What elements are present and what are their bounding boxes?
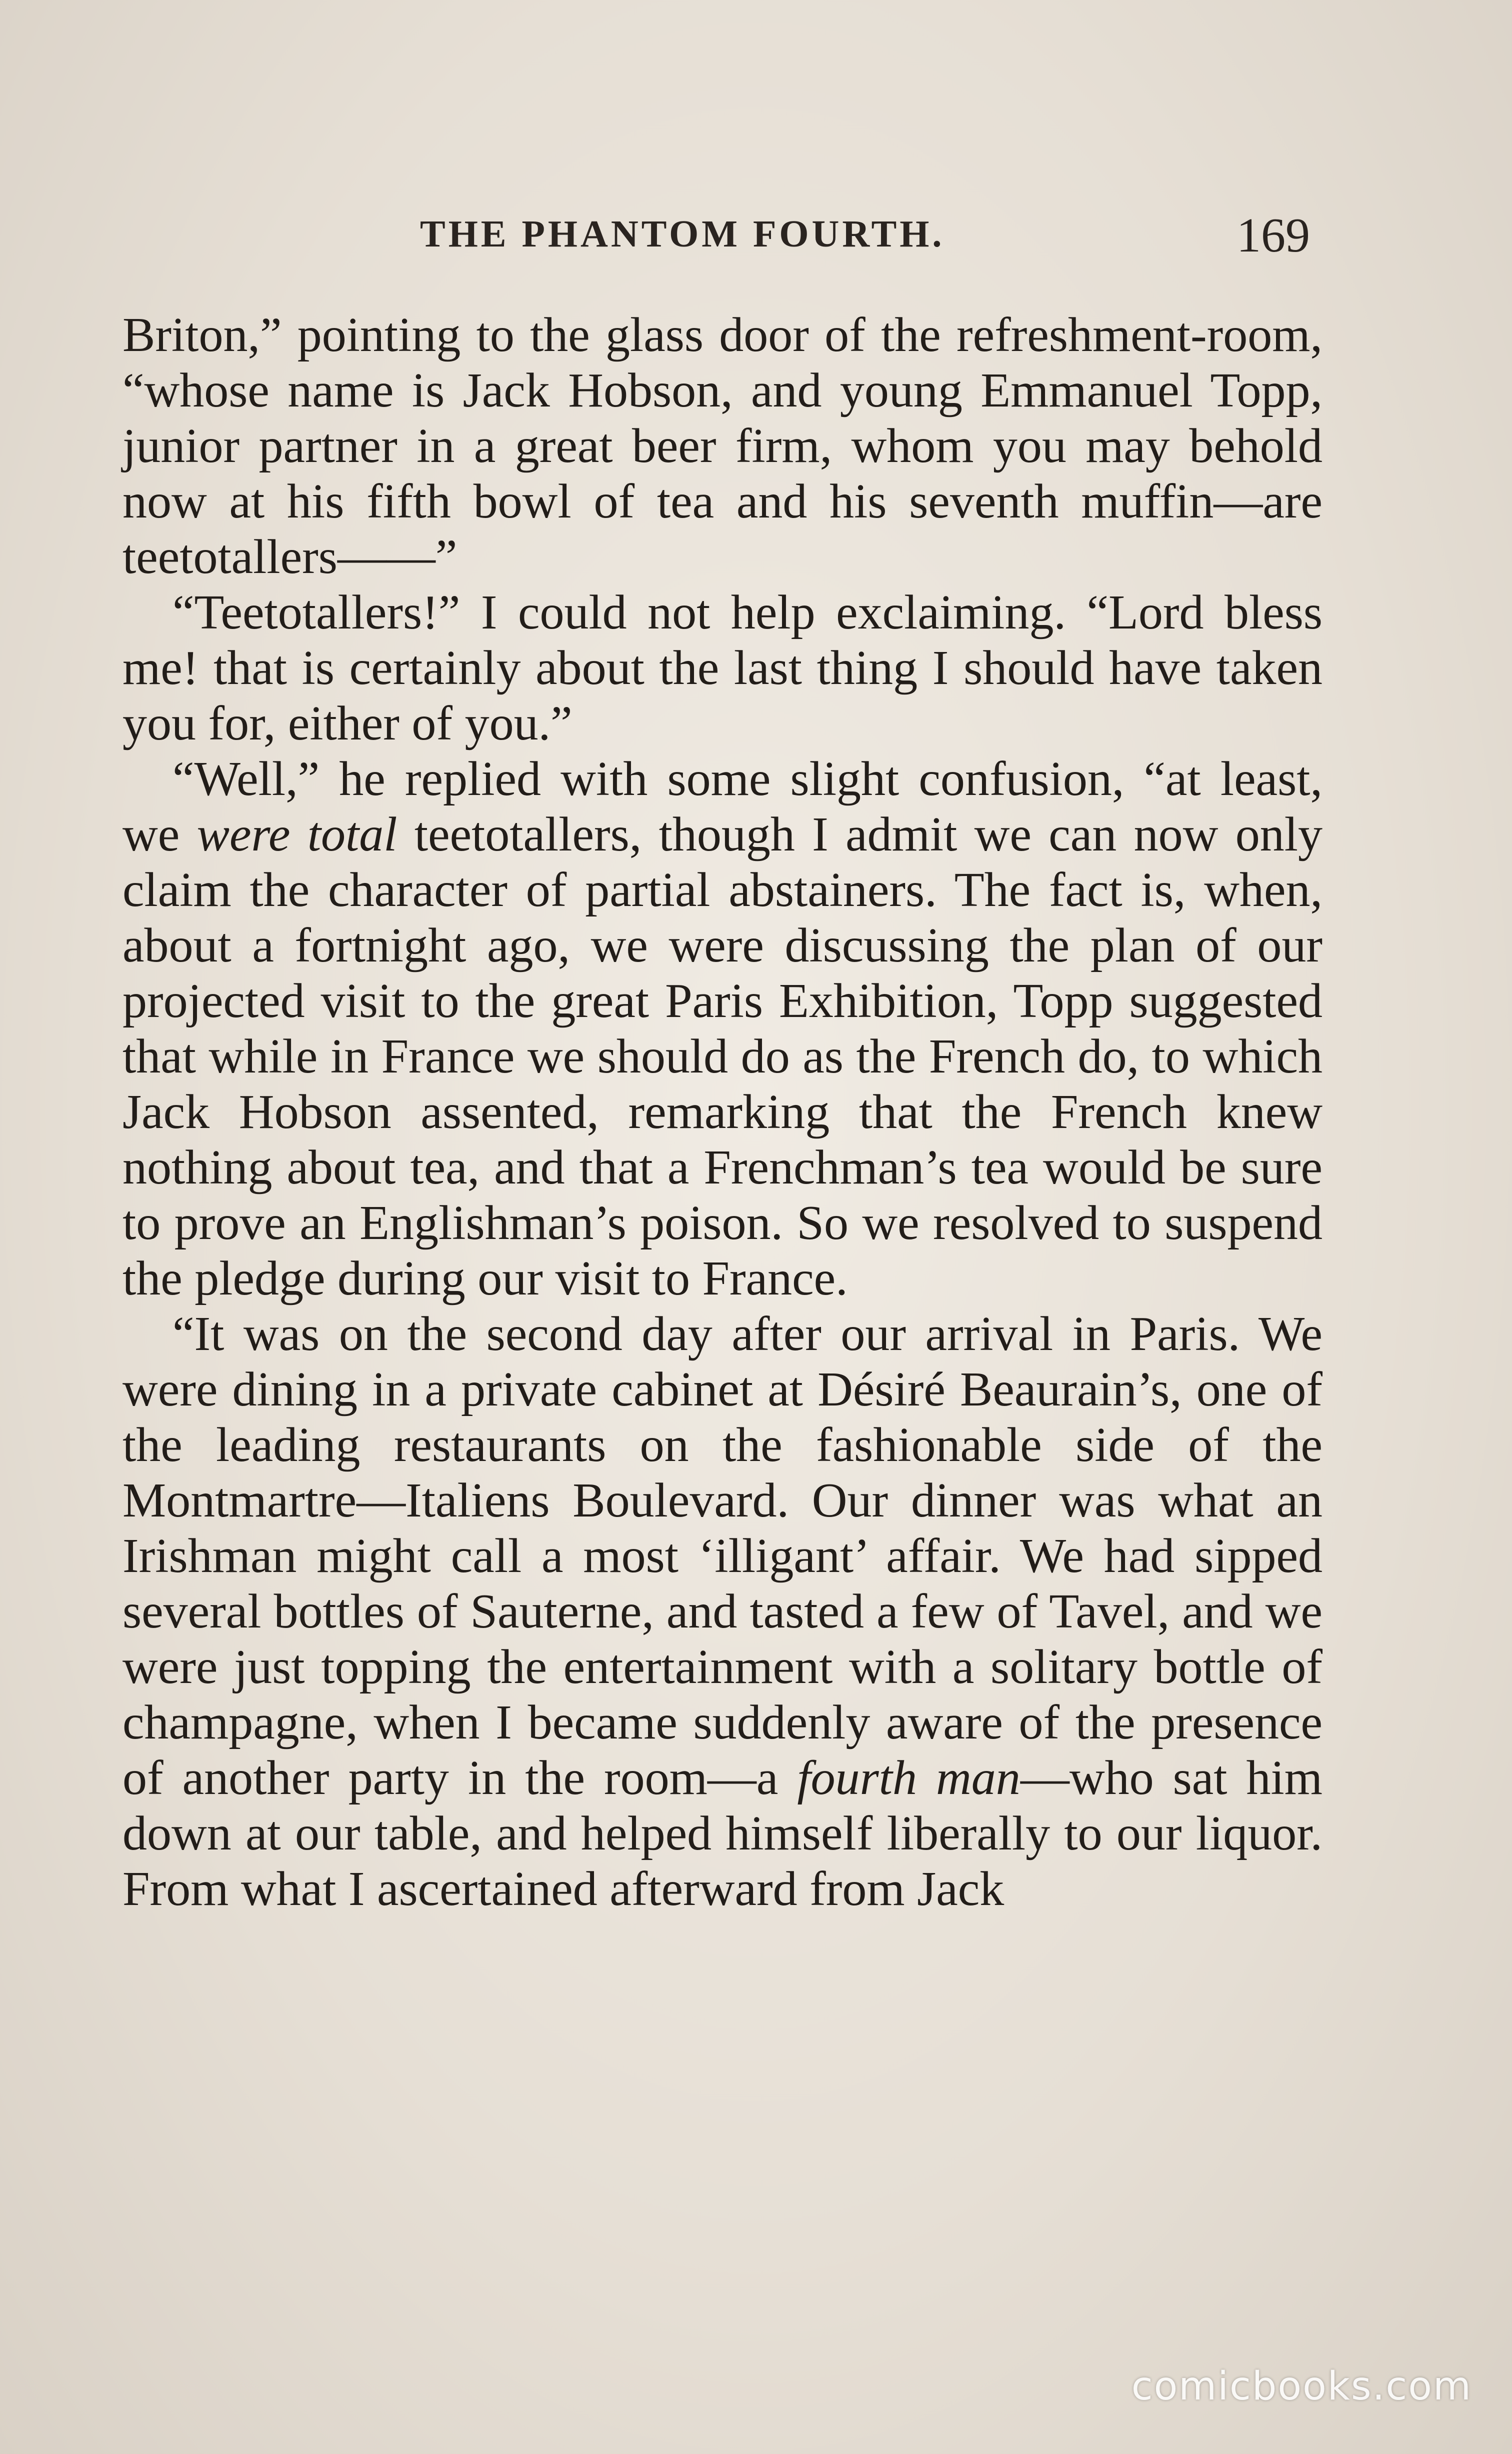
body-text — [122, 308, 1322, 1917]
paragraph — [122, 752, 1322, 1306]
running-title: THE PHANTOM FOURTH. — [420, 213, 945, 255]
watermark: comicbooks.com — [1131, 2364, 1472, 2409]
page-number: 169 — [1236, 208, 1310, 262]
text-segment: “Teetotallers!” I could not help exclaiming. “Lord bless me! that is certainly about the last thing I should have taken you for, either of you.” — [122, 586, 1322, 750]
italic-text: were total — [196, 808, 398, 862]
paragraph — [122, 585, 1322, 752]
paragraph — [122, 308, 1322, 585]
text-segment: Briton,” pointing to the glass door of the refreshment-room, “whose name is Jack Hobson, and young Emmanuel Topp, junior partner in a great beer firm, whom you may behold now at his fifth bowl of tea and his seventh muffin—are teetotallers——” — [122, 308, 1322, 584]
text-segment: “It was on the second day after our arrival in Paris. We were dining in a private cabinet at Désiré Beaurain’s, one of the leading restaurants on the fashionable side of the Montmartre—Italiens Boulevard. Our dinner was what an Irishman might call a most ‘illigant’ affair. We had sipped several bottles of Sauterne, and tasted a few of Tavel, and we were just topping the entertainment with a solitary bottle of champagne, when I became suddenly aware of the presence of another party in the room—a — [122, 1307, 1322, 1805]
running-head — [120, 208, 1310, 268]
paragraph — [122, 1306, 1322, 1917]
text-segment: —who sat him down at our table, and helped himself liberally to our liquor. From what I ascertained afterward from Jack — [122, 1751, 1322, 1916]
text-segment: teetotallers, though I admit we can now only claim the character of partial abstainers. The fact is, when, about a fortnight ago, we were discussing the plan of our projected visit to the great Paris Exhibition, Topp suggested that while in France we should do as the French do, to which Jack Hobson assented, remarking that the French knew nothing about tea, and that a Frenchman’s tea would be sure to prove an Englishman’s poison. So we resolved to suspend the pledge during our visit to France. — [122, 808, 1322, 1306]
italic-text: fourth man — [797, 1751, 1020, 1805]
text-segment: “Well,” he replied with some slight confusion, “at least, we — [122, 752, 1322, 862]
